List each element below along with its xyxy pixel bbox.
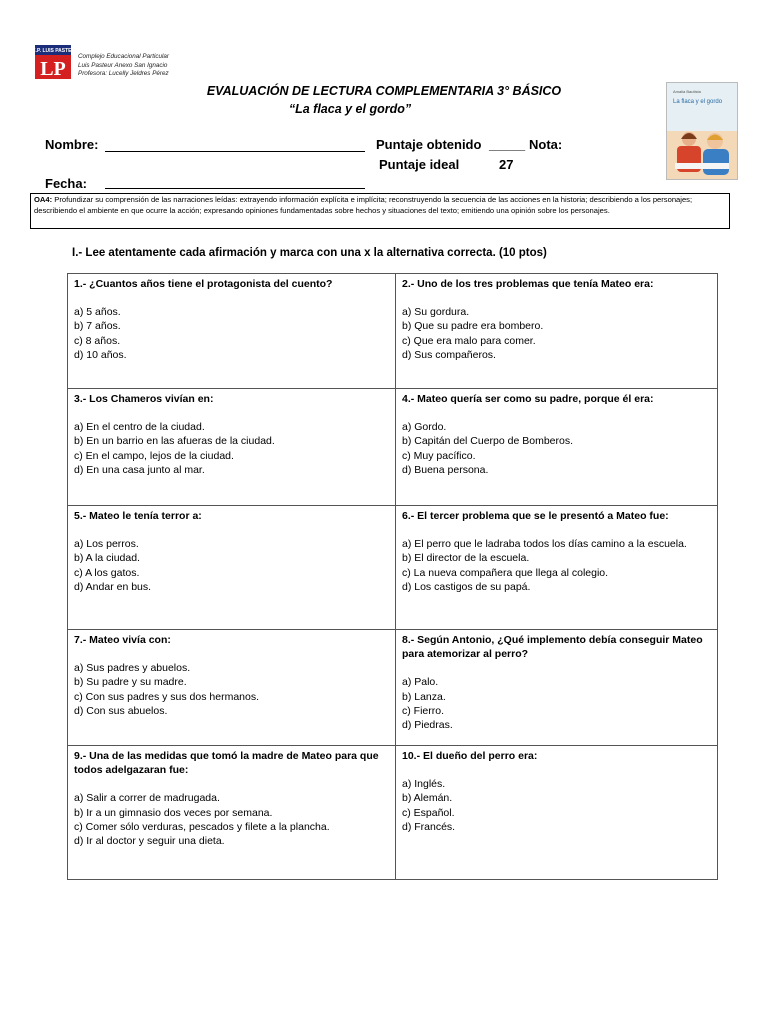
questions-table xyxy=(67,273,718,880)
option-a[interactable]: a) Gordo. xyxy=(402,421,447,434)
option-d[interactable]: d) Con sus abuelos. xyxy=(74,704,168,717)
question-text: 9.- Una de las medidas que tomó la madre de Mateo para que todos adelgazaran fue: xyxy=(74,750,379,777)
instructions: I.- Lee atentamente cada afirmación y marca con una x la alternativa correcta. (10 ptos) xyxy=(72,247,547,259)
question-text: 7.- Mateo vivía con: xyxy=(74,634,171,646)
option-c[interactable]: c) Español. xyxy=(402,806,455,819)
book-author: Amalia Bautista xyxy=(673,89,701,94)
option-b[interactable]: b) Que su padre era bombero. xyxy=(402,320,544,333)
option-b[interactable]: b) Lanza. xyxy=(402,690,446,703)
option-a[interactable]: a) Inglés. xyxy=(402,778,446,791)
option-b[interactable]: b) 7 años. xyxy=(74,320,121,333)
school-line: Profesora: Lucelly Jeldres Pérez xyxy=(78,70,169,77)
question-cell-6 xyxy=(396,506,718,630)
option-a[interactable]: a) El perro que le ladraba todos los días camino a la escuela. xyxy=(402,538,687,551)
option-c[interactable]: c) Muy pacífico. xyxy=(402,449,476,462)
date-field[interactable] xyxy=(105,176,365,189)
question-text: 2.- Uno de los tres problemas que tenía Mateo era: xyxy=(402,278,654,290)
score-label: Puntaje obtenido xyxy=(376,137,482,152)
question-text: 5.- Mateo le tenía terror a: xyxy=(74,510,202,522)
option-d[interactable]: d) 10 años. xyxy=(74,348,127,361)
question-text: 10.- El dueño del perro era: xyxy=(402,750,538,762)
option-b[interactable]: b) En un barrio en las afueras de la ciudad. xyxy=(74,435,275,448)
question-text: 1.- ¿Cuantos años tiene el protagonista del cuento? xyxy=(74,278,333,290)
logo-mark: LP xyxy=(40,58,66,80)
option-d[interactable]: d) Buena persona. xyxy=(402,463,489,476)
page-title: EVALUACIÓN DE LECTURA COMPLEMENTARIA 3° BÁSICO xyxy=(206,84,562,98)
objective-code: OA4: xyxy=(34,195,53,204)
question-cell-10 xyxy=(396,746,718,880)
school-line: Complejo Educacional Particular xyxy=(78,53,170,60)
school-logo xyxy=(27,45,79,80)
option-c[interactable]: c) En el campo, lejos de la ciudad. xyxy=(74,449,234,462)
question-text: 4.- Mateo quería ser como su padre, porque él era: xyxy=(402,393,654,405)
ideal-score-value: 27 xyxy=(499,157,514,172)
objective-text: Profundizar su comprensión de las narraciones leídas: extrayendo información explícita e implícita; reconstruyendo la secuencia de las acciones en la historia; describiendo a los personajes; describiendo el ambiente en que ocurre la acción; expresando opiniones fundamentadas sobre hechos y situaciones del texto; emitiendo una opinión sobre los personajes. xyxy=(34,195,693,215)
option-b[interactable]: b) Su padre y su madre. xyxy=(74,676,187,689)
question-cell-3 xyxy=(68,389,396,506)
name-field[interactable] xyxy=(105,139,365,152)
option-a[interactable]: a) Sus padres y abuelos. xyxy=(74,662,191,675)
name-label: Nombre: xyxy=(45,137,99,152)
option-d[interactable]: d) Ir al doctor y seguir una dieta. xyxy=(74,835,225,848)
option-c[interactable]: c) Con sus padres y sus dos hermanos. xyxy=(74,690,260,703)
page-subtitle: “La flaca y el gordo” xyxy=(288,102,412,116)
ideal-score-label: Puntaje ideal xyxy=(379,157,460,172)
option-c[interactable]: c) A los gatos. xyxy=(74,566,140,579)
option-d[interactable]: d) En una casa junto al mar. xyxy=(74,463,205,476)
option-d[interactable]: d) Francés. xyxy=(402,820,456,833)
question-cell-4 xyxy=(396,389,718,506)
book-title: La flaca y el gordo xyxy=(673,99,723,105)
logo-text: C.E.P. LUIS PASTEUR xyxy=(27,48,79,54)
grade-label: Nota: xyxy=(529,137,563,152)
question-cell-8 xyxy=(396,630,718,746)
option-d[interactable]: d) Piedras. xyxy=(402,719,453,732)
option-c[interactable]: c) Comer sólo verduras, pescados y filete a la plancha. xyxy=(74,820,330,833)
option-d[interactable]: d) Los castigos de su papá. xyxy=(402,580,531,593)
option-b[interactable]: b) El director de la escuela. xyxy=(402,552,530,565)
option-b[interactable]: b) Alemán. xyxy=(402,792,453,805)
option-b[interactable]: b) Ir a un gimnasio dos veces por semana. xyxy=(74,806,273,819)
option-a[interactable]: a) Salir a correr de madrugada. xyxy=(74,792,220,805)
learning-objective-box xyxy=(30,193,730,229)
option-c[interactable]: c) La nueva compañera que llega al colegio. xyxy=(402,566,609,579)
date-label: Fecha: xyxy=(45,176,87,191)
question-text: 6.- El tercer problema que se le presentó a Mateo fue: xyxy=(402,510,669,522)
question-cell-7 xyxy=(68,630,396,746)
school-info xyxy=(78,53,169,79)
option-a[interactable]: a) 5 años. xyxy=(74,306,121,319)
option-a[interactable]: a) Palo. xyxy=(402,676,439,689)
question-cell-9 xyxy=(68,746,396,880)
option-a[interactable]: a) Su gordura. xyxy=(402,306,470,319)
school-line: Luis Pasteur Anexo San Ignacio xyxy=(78,61,168,69)
option-c[interactable]: c) 8 años. xyxy=(74,334,121,347)
option-b[interactable]: b) Capitán del Cuerpo de Bomberos. xyxy=(402,435,574,448)
book-cover-image xyxy=(666,82,738,180)
question-text: 3.- Los Chameros vivían en: xyxy=(74,393,214,405)
option-a[interactable]: a) En el centro de la ciudad. xyxy=(74,421,205,434)
option-c[interactable]: c) Fierro. xyxy=(402,704,444,717)
option-d[interactable]: d) Andar en bus. xyxy=(74,580,152,593)
question-cell-2 xyxy=(396,274,718,389)
option-a[interactable]: a) Los perros. xyxy=(74,538,139,551)
score-blank[interactable]: _____ xyxy=(489,137,526,152)
option-d[interactable]: d) Sus compañeros. xyxy=(402,348,496,361)
option-c[interactable]: c) Que era malo para comer. xyxy=(402,334,536,347)
question-cell-5 xyxy=(68,506,396,630)
question-cell-1 xyxy=(68,274,396,389)
option-b[interactable]: b) A la ciudad. xyxy=(74,552,140,565)
question-text: 8.- Según Antonio, ¿Qué implemento debía conseguir Mateo para atemorizar al perro? xyxy=(402,634,703,661)
